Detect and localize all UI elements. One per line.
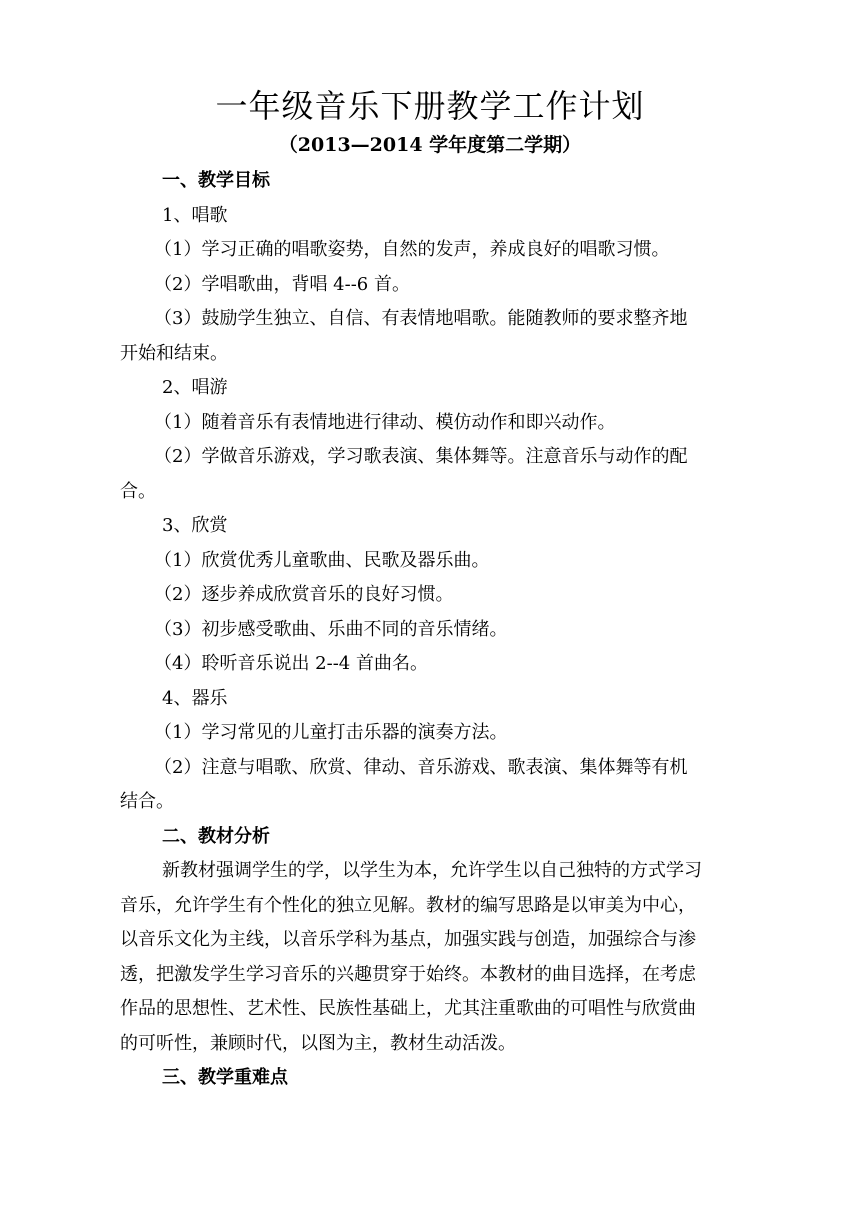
list-item: （1）随着音乐有表情地进行律动、模仿动作和即兴动作。 bbox=[154, 411, 616, 433]
list-item-line: （3）鼓励学生独立、自信、有表情地唱歌。能随教师的要求整齐地 bbox=[154, 308, 688, 329]
list-item: （1）欣赏优秀儿童歌曲、民歌及器乐曲。 bbox=[154, 549, 490, 571]
list-item-line: 结合。 bbox=[120, 791, 174, 812]
paragraph-line: 的可听性，兼顾时代，以图为主，教材生动活泼。 bbox=[120, 1032, 516, 1054]
list-item-line: 合。 bbox=[120, 480, 156, 502]
list-item: （4）聆听音乐说出 2--4 首曲名。 bbox=[154, 653, 428, 674]
document-title: 一年级音乐下册教学工作计划 bbox=[215, 87, 645, 125]
list-item: （2）学唱歌曲，背唱 4--6 首。 bbox=[154, 273, 410, 295]
list-item: （3）初步感受歌曲、乐曲不同的音乐情绪。 bbox=[154, 618, 508, 640]
paragraph-line: 新教材强调学生的学，以学生为本，允许学生以自己独特的方式学习 bbox=[162, 860, 702, 881]
list-item-line: （2）注意与唱歌、欣赏、律动、音乐游戏、歌表演、集体舞等有机 bbox=[154, 756, 688, 778]
subsection-heading: 2、唱游 bbox=[162, 377, 228, 398]
subsection-heading: 3、欣赏 bbox=[162, 515, 228, 536]
list-item bbox=[120, 440, 770, 509]
paragraph bbox=[120, 854, 770, 1061]
section-heading: 三、教学重难点 bbox=[162, 1067, 288, 1088]
section-heading: 二、教材分析 bbox=[162, 825, 270, 847]
list-item bbox=[120, 302, 770, 371]
list-item-line: 开始和结束。 bbox=[120, 342, 228, 364]
paragraph-line: 以音乐文化为主线，以音乐学科为基点，加强实践与创造，加强综合与渗 bbox=[120, 929, 696, 950]
list-item: （1）学习正确的唱歌姿势，自然的发声，养成良好的唱歌习惯。 bbox=[154, 239, 670, 260]
list-item-line: （2）学做音乐游戏，学习歌表演、集体舞等。注意音乐与动作的配 bbox=[154, 446, 688, 467]
paragraph-line: 作品的思想性、艺术性、民族性基础上，尤其注重歌曲的可唱性与欣赏曲 bbox=[120, 998, 696, 1019]
list-item: （1）学习常见的儿童打击乐器的演奏方法。 bbox=[154, 722, 508, 743]
section-heading: 一、教学目标 bbox=[162, 170, 270, 191]
list-item bbox=[120, 751, 770, 820]
paragraph-line: 透，把激发学生学习音乐的兴趣贯穿于始终。本教材的曲目选择，在考虑 bbox=[120, 963, 696, 985]
subsection-heading: 1、唱歌 bbox=[162, 204, 228, 226]
list-item: （2）逐步养成欣赏音乐的良好习惯。 bbox=[154, 584, 454, 605]
document-subtitle: （2013—2014 学年度第二学期） bbox=[278, 134, 582, 156]
paragraph-line: 音乐，允许学生有个性化的独立见解。教材的编写思路是以审美为中心， bbox=[120, 894, 696, 916]
document-body bbox=[120, 164, 770, 1096]
subsection-heading: 4、器乐 bbox=[162, 687, 228, 709]
